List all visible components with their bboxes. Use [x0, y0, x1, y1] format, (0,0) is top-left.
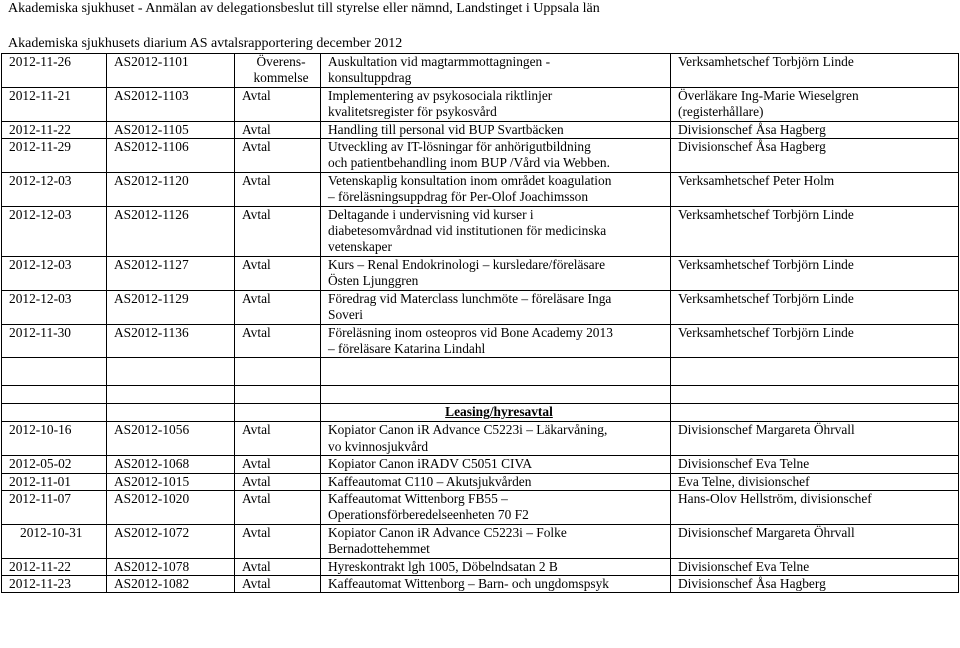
cell-desc: Vetenskaplig konsultation inom området koagulation – föreläsningsuppdrag för Per-Olof Joachimsson: [321, 172, 671, 206]
cell-type: Avtal: [235, 324, 321, 358]
cell-type: Avtal: [235, 473, 321, 490]
cell-desc: Kopiator Canon iR Advance C5223i – Läkarvåning, vo kvinnosjukvård: [321, 422, 671, 456]
cell-type: Avtal: [235, 256, 321, 290]
cell-desc: Deltagande i undervisning vid kurser i diabetesomvårdnad vid institutionen för medicinska vetenskaper: [321, 206, 671, 256]
cell-responsible: Divisionschef Åsa Hagberg: [671, 121, 959, 138]
cell-responsible: Divisionschef Åsa Hagberg: [671, 139, 959, 173]
document-header: Akademiska sjukhuset - Anmälan av delegationsbeslut till styrelse eller nämnd, Landstinget i Uppsala län: [8, 1, 600, 16]
table-row: [2, 456, 959, 473]
empty-row: [2, 358, 959, 386]
table-row: [2, 206, 959, 256]
table-row: [2, 524, 959, 558]
cell-responsible: Verksamhetschef Peter Holm: [671, 172, 959, 206]
table-row: [2, 54, 959, 88]
cell-desc: Kaffeautomat C110 – Akutsjukvården: [321, 473, 671, 490]
cell-type: Avtal: [235, 558, 321, 575]
table-row: [2, 575, 959, 592]
cell-type: Avtal: [235, 87, 321, 121]
table-row: [2, 172, 959, 206]
cell-type: Avtal: [235, 139, 321, 173]
table-row: [2, 473, 959, 490]
table-row: [2, 121, 959, 138]
cell-type: Avtal: [235, 456, 321, 473]
cell-diary-id: AS2012-1056: [107, 422, 235, 456]
cell-date: 2012-05-02: [2, 456, 107, 473]
cell-responsible: Divisionschef Eva Telne: [671, 456, 959, 473]
cell-desc: Kopiator Canon iR Advance C5223i – Folke Bernadottehemmet: [321, 524, 671, 558]
cell-date: 2012-12-03: [2, 256, 107, 290]
table-row: [2, 139, 959, 173]
cell-diary-id: AS2012-1126: [107, 206, 235, 256]
cell-diary-id: AS2012-1072: [107, 524, 235, 558]
empty-row: [2, 386, 959, 404]
leasing-heading-row: [2, 404, 959, 422]
cell-diary-id: AS2012-1120: [107, 172, 235, 206]
cell-type: Avtal: [235, 422, 321, 456]
cell-type: Avtal: [235, 290, 321, 324]
cell-responsible: Verksamhetschef Torbjörn Linde: [671, 324, 959, 358]
cell-date: 2012-11-22: [2, 121, 107, 138]
cell-type: Avtal: [235, 172, 321, 206]
cell-date: 2012-11-07: [2, 490, 107, 524]
cell-date: 2012-12-03: [2, 290, 107, 324]
cell-diary-id: AS2012-1082: [107, 575, 235, 592]
cell-date: 2012-11-01: [2, 473, 107, 490]
cell-date: 2012-10-31: [2, 524, 107, 558]
cell-responsible: Verksamhetschef Torbjörn Linde: [671, 54, 959, 88]
cell-desc: Kopiator Canon iRADV C5051 CIVA: [321, 456, 671, 473]
table-row: [2, 422, 959, 456]
cell-responsible: Verksamhetschef Torbjörn Linde: [671, 290, 959, 324]
leasing-rows: [2, 422, 959, 593]
cell-diary-id: AS2012-1129: [107, 290, 235, 324]
cell-responsible: Överläkare Ing-Marie Wieselgren (registerhållare): [671, 87, 959, 121]
cell-diary-id: AS2012-1068: [107, 456, 235, 473]
cell-desc: Föredrag vid Materclass lunchmöte – föreläsare Inga Soveri: [321, 290, 671, 324]
diarium-title: Akademiska sjukhusets diarium AS avtalsrapportering december 2012: [8, 36, 403, 51]
cell-diary-id: AS2012-1127: [107, 256, 235, 290]
cell-diary-id: AS2012-1136: [107, 324, 235, 358]
cell-desc: Föreläsning inom osteopros vid Bone Academy 2013 – föreläsare Katarina Lindahl: [321, 324, 671, 358]
cell-type: Avtal: [235, 524, 321, 558]
cell-date: 2012-12-03: [2, 206, 107, 256]
cell-desc: Implementering av psykosociala riktlinjer kvalitetsregister för psykosvård: [321, 87, 671, 121]
cell-diary-id: AS2012-1020: [107, 490, 235, 524]
cell-diary-id: AS2012-1101: [107, 54, 235, 88]
cell-type: Avtal: [235, 575, 321, 592]
agreement-rows: [2, 54, 959, 358]
cell-date: 2012-10-16: [2, 422, 107, 456]
cell-date: 2012-11-30: [2, 324, 107, 358]
cell-date: 2012-11-29: [2, 139, 107, 173]
cell-date: 2012-11-22: [2, 558, 107, 575]
cell-diary-id: AS2012-1015: [107, 473, 235, 490]
cell-responsible: Divisionschef Margareta Öhrvall: [671, 422, 959, 456]
cell-type: Avtal: [235, 206, 321, 256]
cell-desc: Hyreskontrakt lgh 1005, Döbelndsatan 2 B: [321, 558, 671, 575]
cell-responsible: Eva Telne, divisionschef: [671, 473, 959, 490]
cell-date: 2012-12-03: [2, 172, 107, 206]
cell-diary-id: AS2012-1103: [107, 87, 235, 121]
cell-responsible: Divisionschef Eva Telne: [671, 558, 959, 575]
spacer-rows: [2, 358, 959, 422]
table-row: [2, 87, 959, 121]
table-row: [2, 490, 959, 524]
cell-type: Överens- kommelse: [235, 54, 321, 88]
table-row: [2, 324, 959, 358]
table-row: [2, 290, 959, 324]
cell-desc: Utveckling av IT-lösningar för anhörigutbildning och patientbehandling inom BUP /Vård via Webben.: [321, 139, 671, 173]
cell-responsible: Divisionschef Åsa Hagberg: [671, 575, 959, 592]
cell-responsible: Hans-Olov Hellström, divisionschef: [671, 490, 959, 524]
cell-date: 2012-11-26: [2, 54, 107, 88]
cell-date: 2012-11-23: [2, 575, 107, 592]
cell-desc: Handling till personal vid BUP Svartbäcken: [321, 121, 671, 138]
cell-responsible: Divisionschef Margareta Öhrvall: [671, 524, 959, 558]
cell-desc: Kurs – Renal Endokrinologi – kursledare/föreläsare Östen Ljunggren: [321, 256, 671, 290]
diary-table: [1, 53, 959, 593]
cell-diary-id: AS2012-1106: [107, 139, 235, 173]
cell-responsible: Verksamhetschef Torbjörn Linde: [671, 256, 959, 290]
cell-responsible: Verksamhetschef Torbjörn Linde: [671, 206, 959, 256]
leasing-heading: Leasing/hyresavtal: [321, 404, 671, 422]
cell-type: Avtal: [235, 121, 321, 138]
table-row: [2, 256, 959, 290]
cell-date: 2012-11-21: [2, 87, 107, 121]
cell-diary-id: AS2012-1078: [107, 558, 235, 575]
cell-type: Avtal: [235, 490, 321, 524]
cell-desc: Auskultation vid magtarmmottagningen - konsultuppdrag: [321, 54, 671, 88]
cell-desc: Kaffeautomat Wittenborg – Barn- och ungdomspsyk: [321, 575, 671, 592]
cell-diary-id: AS2012-1105: [107, 121, 235, 138]
cell-desc: Kaffeautomat Wittenborg FB55 – Operationsförberedelseenheten 70 F2: [321, 490, 671, 524]
table-row: [2, 558, 959, 575]
